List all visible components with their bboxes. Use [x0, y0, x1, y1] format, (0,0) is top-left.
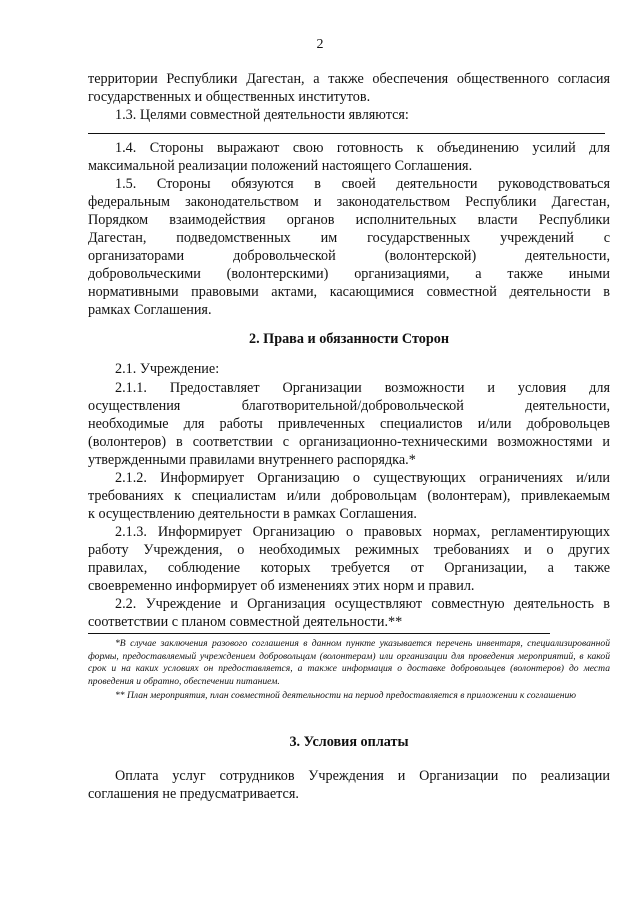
body-line: к осуществлению деятельности в рамках Соглашения. [88, 506, 417, 522]
body-line: (волонтеров) в соответствии с организационно-техническими возможностями и [88, 434, 610, 450]
footnote-text: ** План мероприятия, план совместной деятельности на период предоставляется в приложении к соглашению [115, 690, 577, 701]
body-line: работу Учреждения, о необходимых режимных требованиях и о других [88, 542, 610, 558]
body-line: организаторами добровольческой (волонтерской) деятельности, [88, 248, 610, 264]
intro-line: государственных и общественных институтов. [88, 89, 371, 105]
body-line: 2.2. Учреждение и Организация осуществляют совместную деятельность в [115, 596, 610, 612]
body-line: осуществления благотворительной/добровольческой деятельности, [88, 398, 610, 414]
blank-fill-line [88, 133, 605, 134]
payment-line: соглашения не предусматривается. [88, 786, 299, 802]
page-number: 2 [316, 37, 324, 52]
body-line: 1.5. Стороны обязуются в своей деятельности руководствоваться [115, 176, 610, 192]
body-line: 2.1.3. Информирует Организацию о правовых нормах, регламентирующих [115, 524, 610, 540]
body-line: федеральным законодательством и законодательством Республики Дагестан, [88, 194, 610, 210]
body-line: требованиях к специалистам и/или добровольцам (волонтерам), привлекаемым [88, 488, 610, 504]
intro-line: территории Республики Дагестан, а также обеспечения общественного согласия [88, 71, 610, 87]
footnote-text: *В случае заключения разового соглашения в данном пункте указывается перечень инвентаря, специализированной формы, предоставляемый учреждением добровольцам (волонтерам) или организации для проведения мероприятий, в какой срок и на каких условиях он предоставляется, а также информация о доставке добровольцев (волонтеров) до места проведения и обратно, обеспечении питанием. [88, 638, 610, 687]
body-line: рамках Соглашения. [88, 302, 212, 318]
body-line: максимальной реализации положений настоящего Соглашения. [88, 158, 473, 174]
body-line: соответствии с планом совместной деятельности.** [88, 614, 403, 630]
body-line: нормативными правовыми актами, касающимися совместной деятельности в [88, 284, 610, 300]
body-line: 2.1. Учреждение: [115, 361, 220, 377]
intro-line: 1.3. Целями совместной деятельности являются: [115, 107, 409, 123]
footnote-separator [88, 633, 550, 634]
payment-line: Оплата услуг сотрудников Учреждения и Организации по реализации [115, 768, 610, 784]
body-line: правилах, соблюдение которых требуется от Организации, а также [88, 560, 610, 576]
body-line: необходимые для работы привлеченных специалистов и/или добровольцев [88, 416, 610, 432]
body-line: добровольческими (волонтерскими) организациями, а также иными [88, 266, 610, 282]
body-line: 2.1.2. Информирует Организацию о существующих ограничениях и/или [115, 470, 610, 486]
body-line: 2.1.1. Предоставляет Организации возможности и условия для [115, 380, 610, 396]
body-line: Дагестан, подведомственных им государственных учреждений с [88, 230, 610, 246]
body-line: своевременно информирует об изменениях этих норм и правил. [88, 578, 475, 594]
body-line: 1.4. Стороны выражают свою готовность к объединению усилий для [115, 140, 610, 156]
payment-line: 3. Условия оплаты [289, 734, 409, 750]
body-line: Порядком взаимодействия органов исполнительных власти Республики [88, 212, 610, 228]
body-line: утвержденными правилами внутреннего распорядка.* [88, 452, 416, 468]
body-line: 2. Права и обязанности Сторон [248, 331, 450, 347]
